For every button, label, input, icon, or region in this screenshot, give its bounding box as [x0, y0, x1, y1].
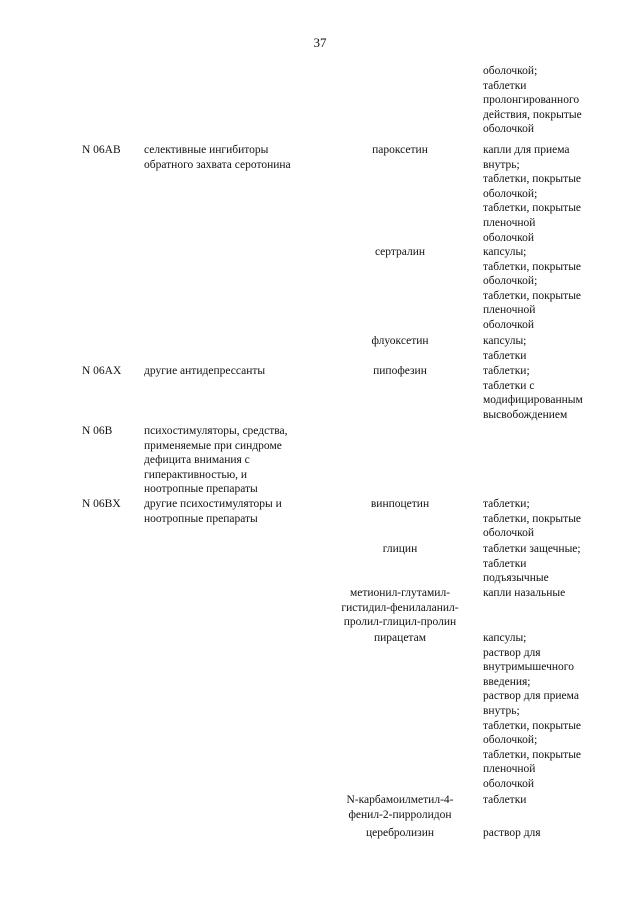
form-line: пленочной [483, 763, 536, 776]
atc-group [144, 424, 319, 497]
form-line: пролонгированного [483, 94, 580, 107]
group-line: другие психостимуляторы и [144, 498, 282, 510]
atc-code: N 06BX [82, 498, 121, 510]
dosage-forms [483, 497, 603, 541]
drug-line: глицин [382, 543, 418, 555]
atc-group [144, 364, 319, 379]
drug-line: церебролизин [365, 827, 435, 839]
drug-line: пролил-глицил-пролин [343, 616, 457, 629]
group-line: применяемые при синдроме [144, 439, 282, 452]
form-line: капсулы; [483, 335, 527, 347]
form-line: таблетки, покрытые [483, 289, 582, 302]
continuation-forms [483, 64, 603, 137]
form-line: таблетки, покрытые [483, 202, 582, 215]
form-line: таблетки; [483, 365, 530, 377]
atc-group [144, 143, 319, 172]
dosage-forms [483, 586, 603, 601]
form-line: капсулы; [483, 632, 527, 644]
form-line: раствор для [483, 646, 541, 659]
atc-code: N 06B [82, 425, 113, 437]
group-line: гиперактивностью, и [144, 468, 248, 481]
form-line: таблетки защечные; [483, 543, 581, 555]
form-line: раствор для приема [483, 690, 579, 703]
dosage-forms [483, 793, 603, 808]
dosage-forms [483, 542, 603, 586]
drug-name [325, 143, 475, 158]
form-line: таблетки, покрытые [483, 173, 582, 186]
form-line: оболочкой; [483, 275, 538, 288]
drug-name [325, 364, 475, 379]
drug-line: пирацетам [374, 632, 426, 644]
form-line: оболочкой [483, 318, 535, 331]
form-line: пленочной [483, 304, 536, 317]
dosage-forms [483, 826, 603, 841]
form-line: подъязычные [483, 572, 549, 585]
form-line: внутрь; [483, 158, 520, 171]
form-line: раствор для [483, 827, 541, 839]
form-line: капсулы; [483, 246, 527, 258]
form-line: таблетки [483, 79, 527, 92]
drug-line: гистидил-фенилаланил- [341, 601, 459, 614]
dosage-forms [483, 245, 603, 333]
form-line: таблетки; [483, 498, 530, 510]
drug-name [325, 631, 475, 646]
group-line: обратного захвата серотонина [144, 158, 291, 171]
drug-line: пипофезин [373, 365, 427, 377]
drug-name [325, 542, 475, 557]
dosage-forms [483, 334, 603, 363]
drug-name [325, 793, 475, 822]
form-line: таблетки, покрытые [483, 748, 582, 761]
form-line: оболочкой [483, 231, 535, 244]
drug-line: метионил-глутамил- [349, 587, 451, 599]
form-line: таблетки, покрытые [483, 260, 582, 273]
form-line: таблетки [483, 557, 527, 570]
form-line: таблетки с [483, 379, 535, 392]
form-line: пленочной [483, 216, 536, 229]
dosage-forms [483, 364, 603, 422]
form-line: оболочкой; [483, 734, 538, 747]
form-line: таблетки [483, 349, 527, 362]
dosage-forms [483, 631, 603, 792]
form-line: капли для приема [483, 144, 570, 156]
drug-line: сертралин [374, 246, 426, 258]
form-line: таблетки [483, 794, 527, 806]
form-line: оболочкой; [483, 65, 538, 77]
atc-code: N 06AX [82, 365, 122, 377]
form-line: таблетки, покрытые [483, 719, 582, 732]
form-line: модифицированным [483, 394, 583, 407]
form-line: оболочкой; [483, 187, 538, 200]
atc-code: N 06AB [82, 144, 121, 156]
drug-name [325, 497, 475, 512]
group-line: дефицита внимания с [144, 454, 250, 467]
dosage-forms [483, 143, 603, 245]
form-line: внутримышечного [483, 661, 574, 674]
form-line: таблетки, покрытые [483, 512, 582, 525]
atc-group [144, 497, 319, 526]
drug-line: пароксетин [372, 144, 428, 156]
group-line: селективные ингибиторы [144, 144, 269, 156]
form-line: действия, покрытые [483, 108, 582, 121]
form-line: введения; [483, 675, 531, 688]
drug-line: флуоксетин [371, 335, 429, 347]
drug-name [325, 586, 475, 630]
drug-name [325, 334, 475, 349]
page-number: 37 [313, 35, 327, 50]
form-line: внутрь; [483, 704, 520, 717]
form-line: оболочкой [483, 777, 535, 790]
form-line: капли назальные [483, 587, 566, 599]
group-line: психостимуляторы, средства, [144, 425, 288, 437]
form-line: оболочкой [483, 527, 535, 540]
form-line: оболочкой [483, 123, 535, 136]
group-line: ноотропные препараты [144, 483, 258, 496]
drug-line: фенил-2-пирролидон [348, 808, 452, 821]
group-line: ноотропные препараты [144, 512, 258, 525]
drug-line: N-карбамоилметил-4- [346, 794, 454, 806]
form-line: высвобождением [483, 408, 568, 421]
drug-name [325, 826, 475, 841]
group-line: другие антидепрессанты [144, 365, 266, 377]
drug-name [325, 245, 475, 260]
drug-line: винпоцетин [370, 498, 430, 510]
